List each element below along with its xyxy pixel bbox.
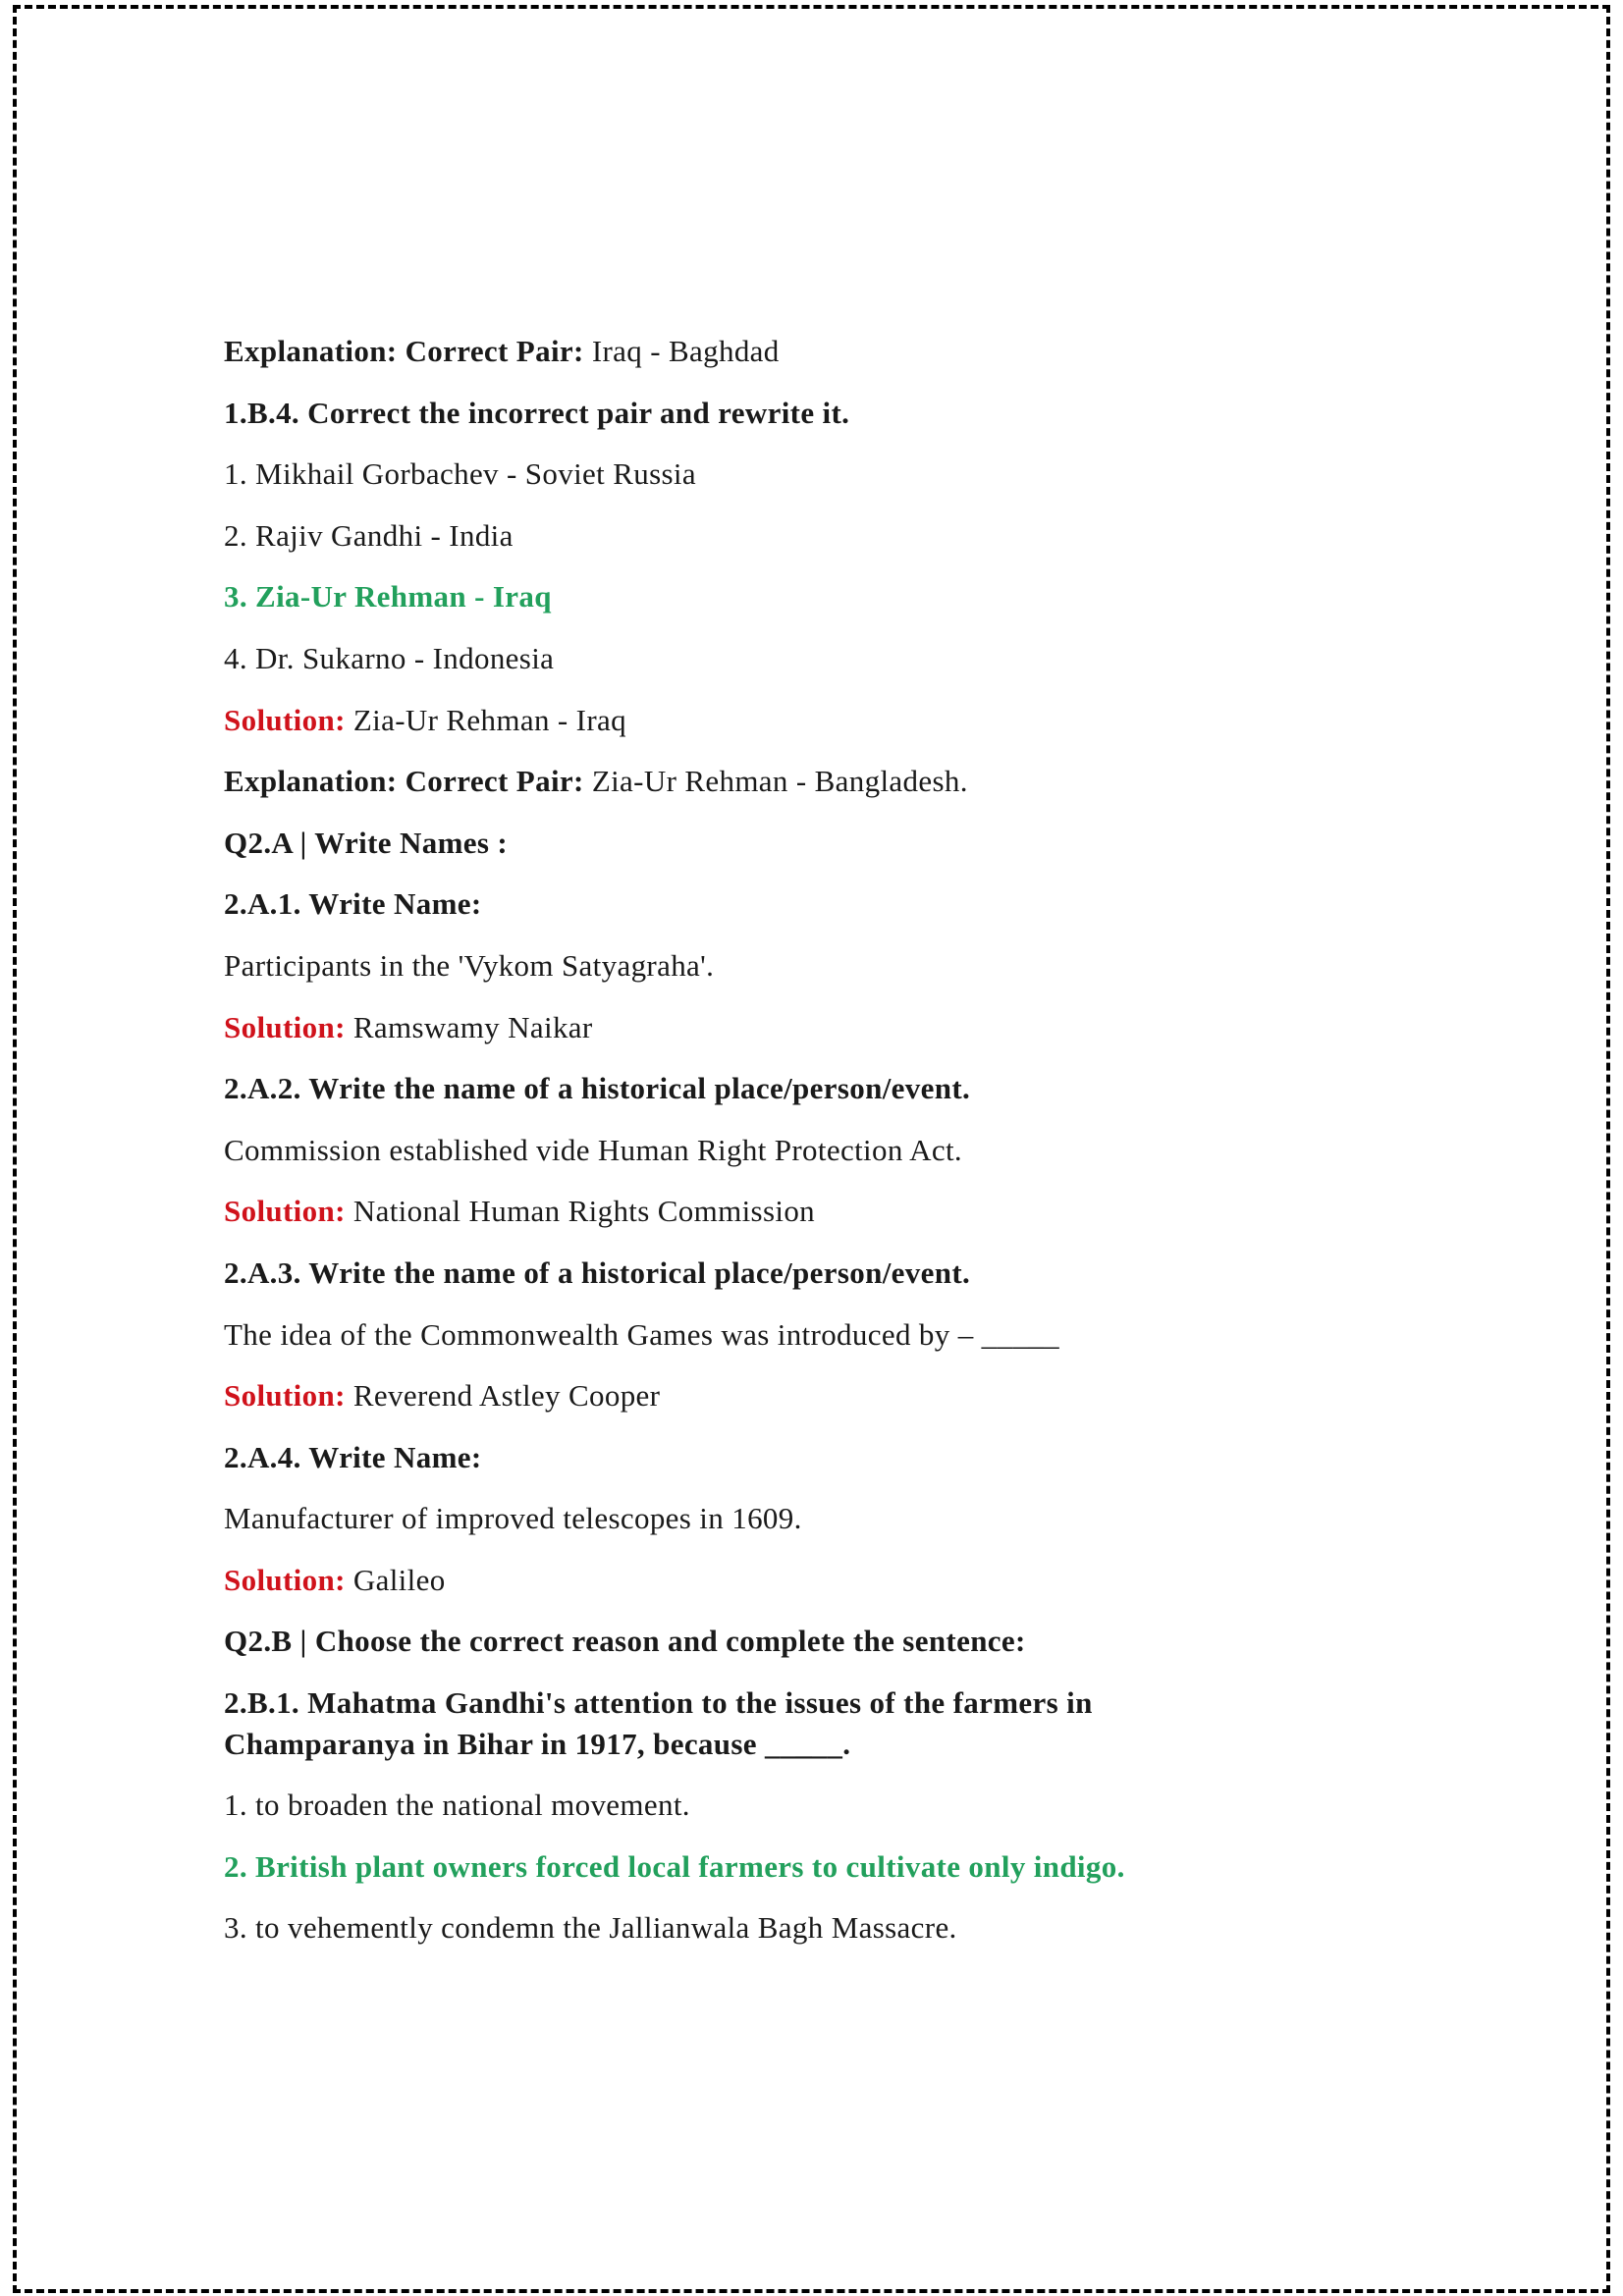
solution-value: Ramswamy Naikar: [352, 1009, 593, 1044]
solution-label: Solution:: [224, 1378, 346, 1414]
solution-line: [224, 1007, 1304, 1048]
question-text-2a2: Commission established vide Human Right Protection Act.: [224, 1132, 963, 1167]
question-title-2a2: 2.A.2. Write the name of a historical place/person/event.: [224, 1071, 971, 1106]
solution-label: Solution:: [224, 1009, 346, 1044]
explanation-line: [224, 331, 1304, 372]
option-1: 1. Mikhail Gorbachev - Soviet Russia: [224, 456, 696, 492]
question-title-2a3: 2.A.3. Write the name of a historical place/person/event.: [224, 1255, 971, 1290]
section-heading-q2a: Q2.A | Write Names :: [224, 825, 509, 860]
solution-label: Solution:: [224, 1194, 346, 1229]
question-text-2a4: Manufacturer of improved telescopes in 1609.: [224, 1501, 802, 1536]
question-text-2a1: Participants in the 'Vykom Satyagraha'.: [224, 947, 715, 983]
document-content: [224, 331, 1304, 1969]
question-text-2a3: The idea of the Commonwealth Games was introduced by – _____: [224, 1316, 1059, 1352]
explanation-value: Zia-Ur Rehman - Bangladesh.: [591, 764, 968, 799]
solution-value: Zia-Ur Rehman - Iraq: [352, 702, 626, 737]
explanation-label: Explanation: Correct Pair:: [224, 764, 584, 799]
solution-label: Solution:: [224, 702, 346, 737]
section-heading-q2b: Q2.B | Choose the correct reason and complete the sentence:: [224, 1624, 1026, 1659]
question-title-2a1: 2.A.1. Write Name:: [224, 886, 482, 922]
question-title-2a4: 2.A.4. Write Name:: [224, 1439, 482, 1474]
solution-line: [224, 1375, 1304, 1416]
solution-value: Galileo: [352, 1562, 446, 1597]
solution-line: [224, 1560, 1304, 1601]
option-1: 1. to broaden the national movement.: [224, 1788, 690, 1823]
question-title-1b4: 1.B.4. Correct the incorrect pair and rewrite it.: [224, 395, 850, 430]
solution-line: [224, 700, 1304, 741]
solution-label: Solution:: [224, 1562, 346, 1597]
explanation-label: Explanation: Correct Pair:: [224, 334, 584, 368]
option-2-correct: 2. British plant owners forced local farmers to cultivate only indigo.: [224, 1848, 1125, 1884]
question-title-2b1: 2.B.1. Mahatma Gandhi's attention to the issues of the farmers in Champaranya in Bihar in 1917, because _____.: [224, 1685, 1093, 1761]
solution-value: National Human Rights Commission: [352, 1194, 816, 1229]
option-4: 4. Dr. Sukarno - Indonesia: [224, 640, 555, 675]
solution-value: Reverend Astley Cooper: [352, 1378, 661, 1414]
explanation-line: [224, 761, 1304, 802]
option-3-correct: 3. Zia-Ur Rehman - Iraq: [224, 579, 552, 614]
solution-line: [224, 1191, 1304, 1232]
option-2: 2. Rajiv Gandhi - India: [224, 517, 514, 553]
explanation-value: Iraq - Baghdad: [591, 334, 780, 368]
option-3: 3. to vehemently condemn the Jallianwala Bagh Massacre.: [224, 1910, 957, 1946]
